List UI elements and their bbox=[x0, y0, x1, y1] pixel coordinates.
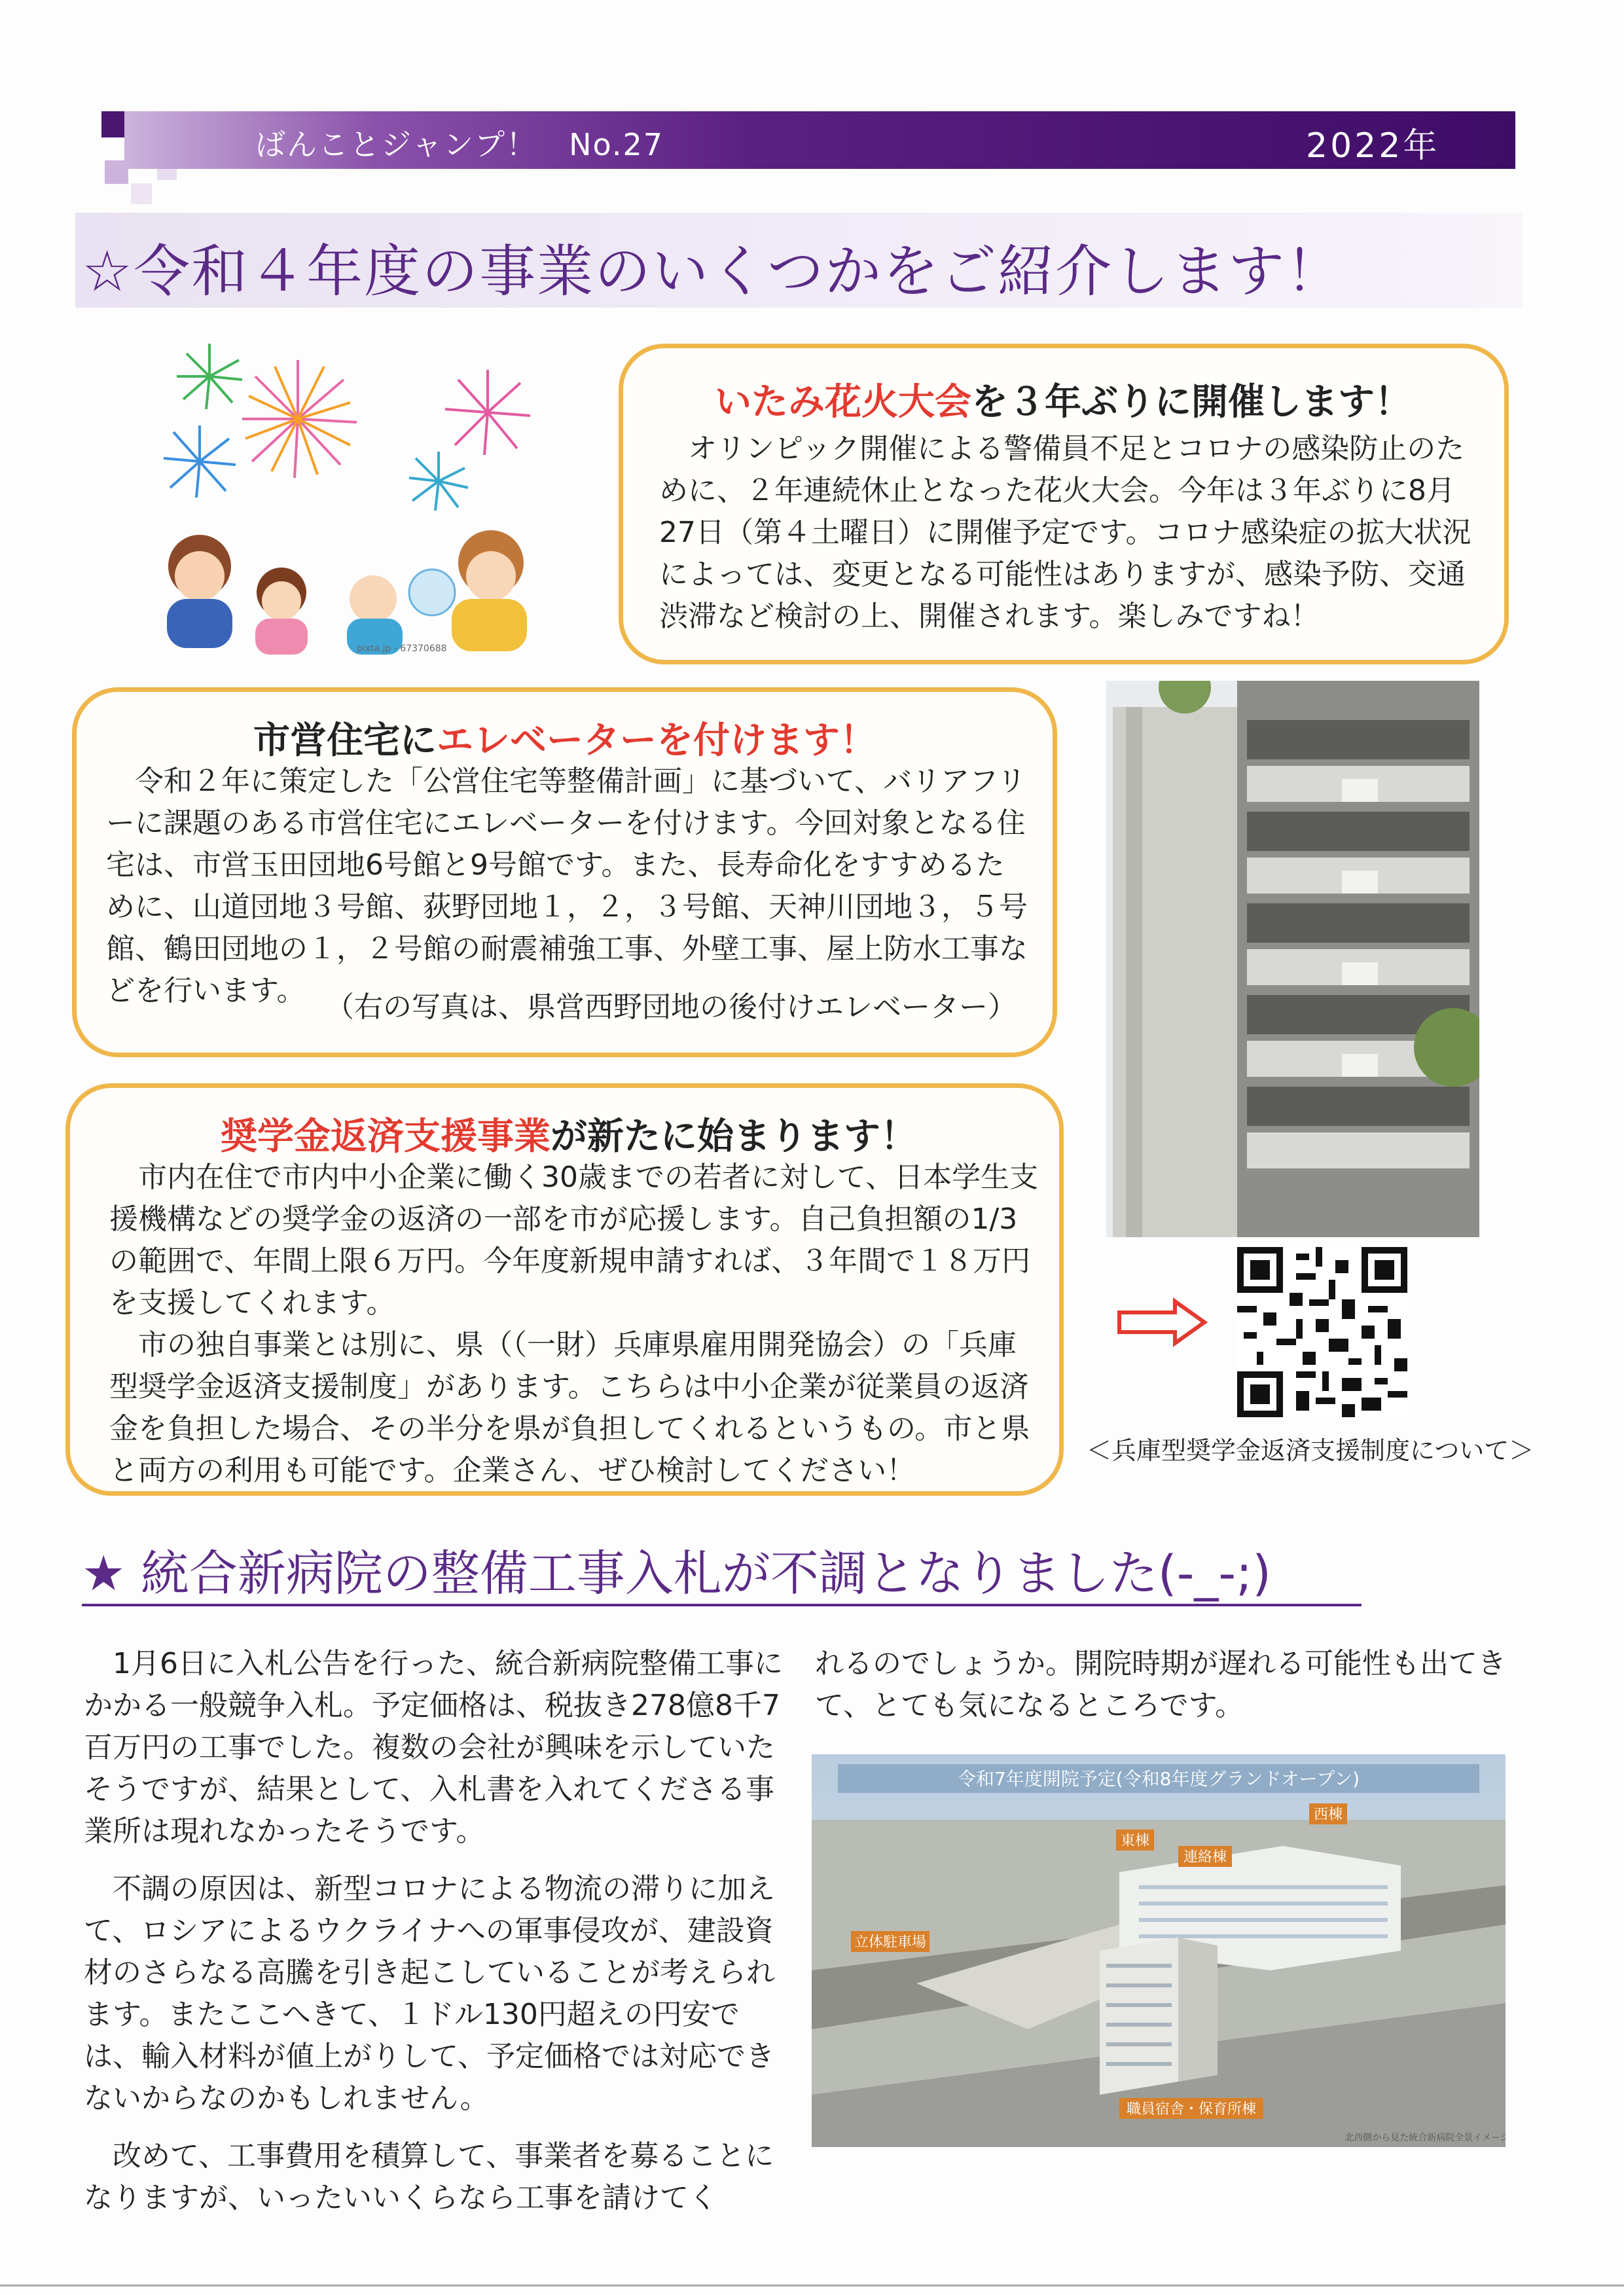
page-bottom-rule bbox=[0, 2285, 1624, 2286]
hospital-right-text: れるのでしょうか。開院時期が遅れる可能性も出てきて、とても気になるところです。 bbox=[815, 1647, 1506, 1722]
label-staff-housing: 職員宿舎・保育所棟 bbox=[1126, 2101, 1257, 2118]
qr-caption: ＜兵庫型奨学金返済支援制度について＞ bbox=[1087, 1436, 1534, 1465]
hospital-section-title: ★ 統合新病院の整備工事入札が不調となりました(-_-;) bbox=[82, 1545, 1271, 1602]
elevator-body: 令和２年に策定した「公営住宅等整備計画」に基づいて、バリアフリーに課題のある市営住宅にエレベーターを付けます。今回対象となる住宅は、市営玉田団地6号館と9号館です。また、長寿命化をすすめるために、山道団地３号館、荻野団地１，２，３号館、天神川団地３，５号館、鶴田団地の１，２号館の耐震補強工事、外壁工事、屋上防水工事などを行います。 bbox=[106, 765, 1028, 1007]
scholarship-para-2: 市の独自事業とは別に、県（（一財）兵庫県雇用開発協会）の「兵庫型奨学金返済支援制度」があります。こちらは中小企業が従業員の返済金を負担した場合、その半分を県が負担してくれるというもの。市と県と両方の利用も可能です。企業さん、ぜひ検討してください！ bbox=[109, 1328, 1030, 1487]
rendering-footnote: 北西側から見た統合新病院全景イメージ bbox=[1344, 2133, 1506, 2143]
newsletter-year: 2022年 bbox=[1306, 126, 1440, 166]
elevator-box bbox=[72, 687, 1057, 1057]
fireworks-box bbox=[619, 344, 1509, 664]
label-east-wing: 東棟 bbox=[1120, 1833, 1150, 1849]
label-west-wing: 西棟 bbox=[1313, 1807, 1343, 1823]
hospital-para-3: 改めて、工事費用を積算して、事業者を募ることになりますが、いったいいくらなら工事を請けてく bbox=[84, 2139, 774, 2214]
scholarship-box bbox=[65, 1083, 1064, 1496]
scholarship-title: 奨学金返済支援事業が新たに始まります！ bbox=[221, 1115, 917, 1158]
illustration-credit: pixta.jp - 67370688 bbox=[357, 643, 447, 654]
hospital-para-1: 1月6日に入札公告を行った、統合新病院整備工事にかかる一般競争入札。予定価格は、税抜き278億8千7百万円の工事でした。複数の会社が興味を示していたそうですが、結果として、入札書を入れてくださる事業所は現れなかったそうです。 bbox=[84, 1647, 783, 1848]
hospital-left-column bbox=[84, 1643, 791, 2235]
scholarship-body bbox=[109, 1157, 1039, 1492]
scholarship-para-1: 市内在住で市内中小企業に働く30歳までの若者に対して、日本学生支援機構などの奨学金の返済の一部を市が応援します。自己負担額の1/3の範囲で、年間上限６万円。今年度新規申請すれば、３年間で１８万円を支援してくれます。 bbox=[109, 1161, 1039, 1320]
fireworks-title: いたみ花火大会を３年ぶりに開催します！ bbox=[715, 381, 1411, 424]
page-headline: ☆令和４年度の事業のいくつかをご紹介します！ bbox=[82, 239, 1344, 304]
newsletter-title: ばんことジャンプ！ No.27 bbox=[255, 127, 664, 162]
rendering-banner: 令和7年度開院予定(令和8年度グランドオープン) bbox=[957, 1768, 1360, 1790]
label-parking: 立体駐車場 bbox=[854, 1934, 927, 1951]
arrow-right-icon bbox=[1116, 1296, 1208, 1348]
label-connector: 連絡棟 bbox=[1183, 1849, 1227, 1866]
apartment-elevator-photo bbox=[1106, 681, 1479, 1237]
elevator-title: 市営住宅にエレベーターを付けます！ bbox=[253, 719, 876, 762]
fireworks-body: オリンピック開催による警備員不足とコロナの感染防止のために、２年連続休止となった花火大会。今年は３年ぶりに8月27日（第４土曜日）に開催予定です。コロナ感染症の拡大状況によっては、変更となる可能性はありますが、感染予防、交通渋滞など検討の上、開催されます。楽しみですね！ bbox=[659, 432, 1471, 633]
fireworks-illustration bbox=[147, 340, 579, 661]
hospital-rendering bbox=[812, 1754, 1506, 2147]
qr-code[interactable] bbox=[1237, 1247, 1407, 1417]
hospital-para-2: 不調の原因は、新型コロナによる物流の滞りに加えて、ロシアによるウクライナへの軍事侵攻が、建設資材のさらなる高騰を引き起こしていることが考えられます。またここへきて、１ドル130円超えの円安では、輸入材料が値上がりして、予定価格では対応できないからなのかもしれません。 bbox=[84, 1872, 775, 2115]
section-divider bbox=[82, 1604, 1362, 1606]
elevator-photo-note: （右の写真は、県営西野団地の後付けエレベーター） bbox=[325, 990, 1017, 1024]
